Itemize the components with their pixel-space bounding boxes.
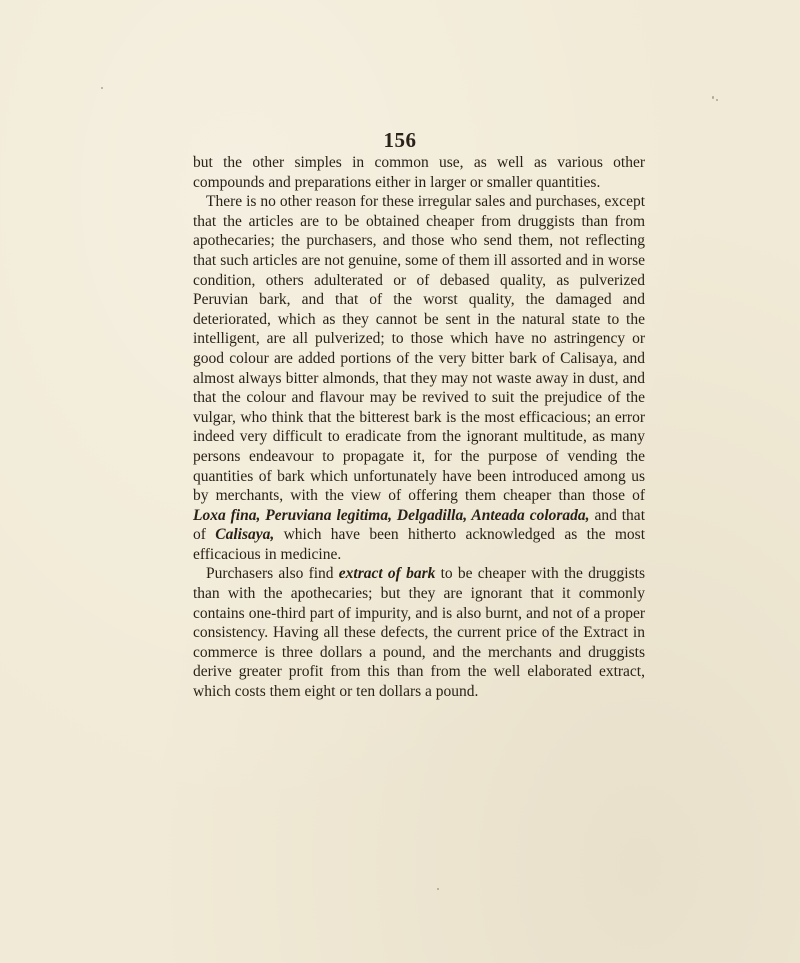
text-run: but the other simples in common use, as well as various other compounds and preparations either in larger or smaller quantities.	[193, 154, 645, 191]
paper-speck	[716, 99, 718, 101]
paper-speck	[712, 96, 714, 99]
page-number: 156	[383, 128, 417, 152]
text-run: There is no other reason for these irregular sales and purchases, except that the articles are to be obtained cheaper from druggists than from apothecaries; the purchasers, and those who send them, not reflecting that such articles are not genuine, some of them ill assorted and in worse condition, others adulterated or of debased quality, as pulverized Peruvian bark, and that of the worst quality, the damaged and deteriorated, which as they cannot be sent in the natural state to the intelligent, are all pulverized; to those which have no astringency or good colour are added portions of the very bitter bark of Calisaya, and almost always bitter almonds, that they may not waste away in dust, and that the colour and flavour may be revived to suit the prejudice of the vulgar, who think that the bitterest bark is the most efficacious; an error indeed very difficult to eradicate from the ignorant multitude, as many persons endeavour to propagate it, for the purpose of vending the quantities of bark which unfortunately have been introduced among us by merchants, with the view of offering them cheaper than those of	[193, 193, 645, 505]
italic-term: Loxa fina, Peruviana legitima, Delgadilla, Anteada colorada,	[193, 506, 590, 524]
italic-term: extract of bark	[338, 565, 436, 583]
text-run: to be cheaper with the druggists than with the apothecaries; but they are ignorant that it commonly contains one-third part of impurity, and is also burnt, and not of a proper consistency. Having all these defects, the current price of the Extract in commerce is three dollars a pound, and the merchants and druggists derive greater profit from this than from the well elaborated extract, which costs them eight or ten dollars a pound.	[193, 565, 645, 701]
text-run: which have been hitherto acknowledged as the most efficacious in medicine.	[193, 526, 645, 563]
text-run: Purchasers also find	[206, 565, 339, 583]
paper-speck	[437, 888, 439, 890]
body-text	[193, 153, 645, 702]
paragraph-1	[193, 153, 645, 192]
italic-term: Calisaya,	[215, 526, 275, 544]
paper-speck	[101, 87, 103, 89]
paragraph-3	[193, 564, 645, 701]
text-run: and that of	[193, 506, 645, 544]
paragraph-2	[193, 192, 645, 564]
